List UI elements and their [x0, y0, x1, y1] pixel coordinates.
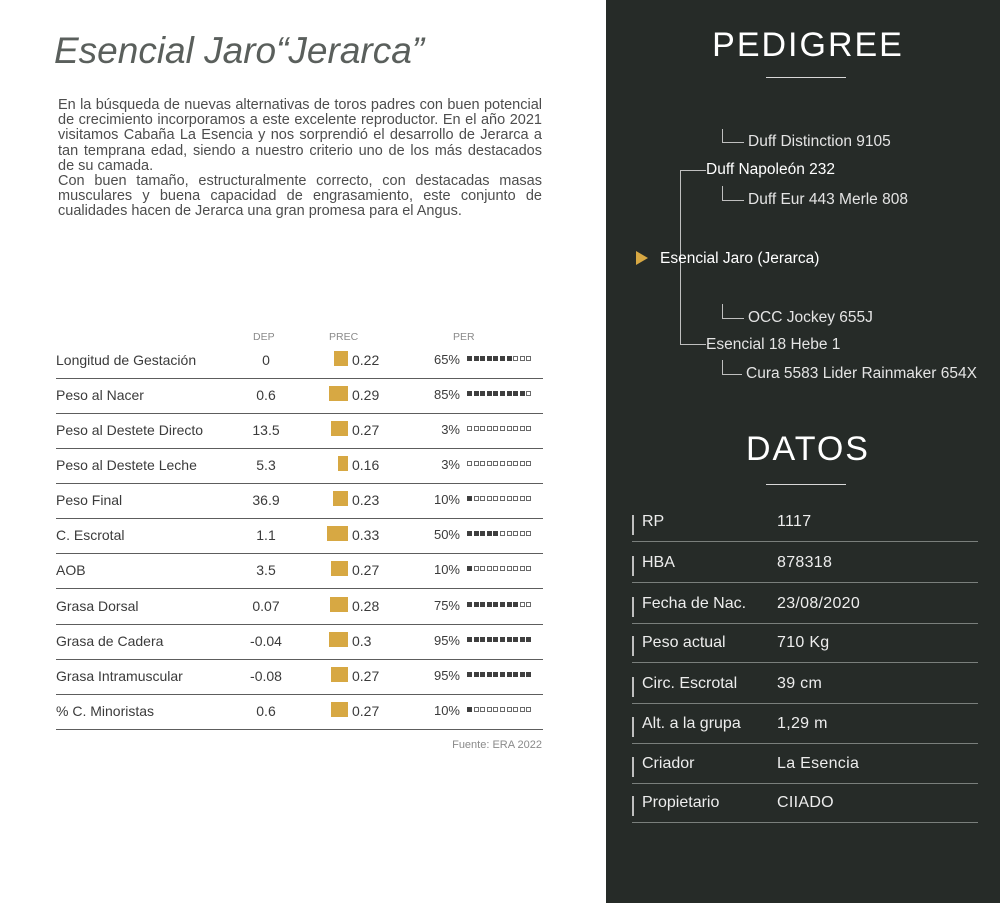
percentile-square	[513, 356, 518, 361]
percentile-square	[487, 391, 492, 396]
trait-label: Peso al Destete Directo	[56, 422, 204, 438]
percentile-square	[474, 707, 479, 712]
prec-value: 0.22	[352, 352, 380, 368]
dep-value: 1.1	[256, 527, 276, 543]
percentile-square	[480, 461, 485, 466]
percentile-square	[507, 672, 512, 677]
percentile-square	[493, 461, 498, 466]
percentile-square	[487, 602, 492, 607]
percentile-square	[493, 391, 498, 396]
prec-bar	[330, 597, 348, 612]
percentile-square	[493, 672, 498, 677]
percentile-square	[474, 531, 479, 536]
datos-label: HBA	[642, 554, 675, 571]
per-value: 3%	[441, 422, 460, 437]
percentile-square	[467, 672, 472, 677]
datos-row-marker	[632, 796, 634, 816]
datos-row	[632, 711, 978, 744]
datos-label: Circ. Escrotal	[642, 675, 738, 692]
percentile-square	[520, 566, 525, 571]
percentile-square	[513, 672, 518, 677]
percentile-squares	[467, 672, 533, 679]
datos-value: 878318	[777, 554, 833, 571]
prec-value: 0.27	[352, 703, 380, 719]
percentile-square	[474, 566, 479, 571]
dep-value: 0.07	[252, 598, 280, 614]
percentile-square	[500, 426, 505, 431]
datos-value: 710 Kg	[777, 634, 830, 651]
percentile-square	[480, 391, 485, 396]
percentile-square	[500, 566, 505, 571]
trait-label: Longitud de Gestación	[56, 352, 197, 368]
datos-row-marker	[632, 597, 634, 617]
percentile-square	[507, 707, 512, 712]
right-panel	[606, 0, 1000, 903]
table-row	[56, 553, 543, 589]
percentile-square	[513, 391, 518, 396]
datos-value: La Esencia	[777, 755, 860, 772]
percentile-squares	[467, 496, 533, 503]
tree-branch-sire-sire	[722, 142, 744, 143]
per-value: 10%	[433, 492, 460, 507]
percentile-square	[500, 672, 505, 677]
percentile-square	[467, 531, 472, 536]
percentile-square	[474, 461, 479, 466]
percentile-square	[474, 672, 479, 677]
trait-label: Peso Final	[56, 492, 123, 508]
datos-value: 23/08/2020	[777, 595, 861, 612]
datos-row	[632, 509, 978, 542]
datos-row	[632, 671, 978, 704]
dep-value: -0.04	[250, 633, 282, 649]
percentile-square	[507, 461, 512, 466]
dep-value: -0.08	[250, 668, 282, 684]
datos-row-marker	[632, 515, 634, 535]
datos-row	[632, 550, 978, 583]
tree-line-dam-up	[722, 304, 723, 318]
percentile-square	[500, 496, 505, 501]
percentile-square	[467, 637, 472, 642]
per-value: 65%	[433, 352, 460, 367]
percentile-square	[520, 531, 525, 536]
tree-branch-dam	[680, 344, 706, 345]
per-value: 10%	[433, 703, 460, 718]
table-row	[56, 483, 543, 519]
prec-value: 0.27	[352, 668, 380, 684]
datos-title-underline	[766, 484, 846, 485]
percentile-square	[513, 707, 518, 712]
percentile-squares	[467, 461, 533, 468]
percentile-squares	[467, 531, 533, 538]
percentile-square	[520, 461, 525, 466]
percentile-square	[507, 637, 512, 642]
datos-row-marker	[632, 636, 634, 656]
per-value: 3%	[441, 457, 460, 472]
pedigree-title: PEDIGREE	[712, 26, 904, 64]
percentile-square	[520, 672, 525, 677]
trait-label: Peso al Destete Leche	[56, 457, 197, 473]
dep-value: 3.5	[256, 562, 276, 578]
percentile-squares	[467, 602, 533, 609]
percentile-square	[507, 531, 512, 536]
pedigree-subject: Esencial Jaro (Jerarca)	[660, 250, 820, 267]
percentile-square	[467, 461, 472, 466]
dep-value: 36.9	[252, 492, 280, 508]
datos-value: 1,29 m	[777, 715, 828, 732]
trait-label: Grasa de Cadera	[56, 633, 164, 649]
per-value: 50%	[433, 527, 460, 542]
percentile-square	[467, 426, 472, 431]
dep-value: 0.6	[256, 703, 276, 719]
trait-label: % C. Minoristas	[56, 703, 155, 719]
datos-row	[632, 591, 978, 624]
percentile-square	[526, 566, 531, 571]
datos-title: DATOS	[746, 430, 870, 468]
header-prec: PREC	[329, 331, 359, 343]
datos-label: Propietario	[642, 794, 720, 811]
percentile-squares	[467, 637, 533, 644]
percentile-square	[520, 496, 525, 501]
dep-value: 13.5	[252, 422, 280, 438]
datos-label: Alt. a la grupa	[642, 715, 741, 732]
percentile-square	[474, 602, 479, 607]
source-note: Fuente: ERA 2022	[452, 739, 542, 751]
description-paragraph-2: Con buen tamaño, estructuralmente correcto, con destacadas masas musculares y buena capacidad de engrasamiento, este conjunto de cualidades hacen de Jerarca una gran promesa para el Angus.	[58, 173, 542, 220]
percentile-square	[487, 496, 492, 501]
percentile-square	[480, 637, 485, 642]
percentile-square	[480, 672, 485, 677]
percentile-square	[480, 426, 485, 431]
percentile-square	[520, 602, 525, 607]
table-row	[56, 659, 543, 695]
pedigree-sire-sire: Duff Distinction 9105	[748, 133, 891, 150]
percentile-square	[513, 426, 518, 431]
percentile-square	[507, 391, 512, 396]
prec-bar	[338, 456, 348, 471]
percentile-square	[526, 672, 531, 677]
percentile-squares	[467, 426, 533, 433]
percentile-square	[513, 602, 518, 607]
percentile-square	[507, 602, 512, 607]
percentile-square	[507, 426, 512, 431]
per-value: 85%	[433, 387, 460, 402]
percentile-square	[493, 602, 498, 607]
percentile-square	[493, 707, 498, 712]
subject-arrow-icon	[636, 251, 648, 265]
percentile-square	[487, 707, 492, 712]
table-row	[56, 378, 543, 414]
prec-bar	[329, 632, 348, 647]
prec-value: 0.27	[352, 562, 380, 578]
percentile-square	[480, 602, 485, 607]
pedigree-sire-dam: Duff Eur 443 Merle 808	[748, 191, 908, 208]
percentile-square	[474, 426, 479, 431]
percentile-square	[487, 637, 492, 642]
header-dep: DEP	[253, 331, 275, 343]
percentile-square	[500, 531, 505, 536]
percentile-square	[507, 496, 512, 501]
percentile-square	[513, 566, 518, 571]
tree-line-dam-down	[722, 360, 723, 374]
trait-label: Grasa Dorsal	[56, 598, 139, 614]
prec-bar	[331, 561, 348, 576]
header-per: PER	[453, 331, 475, 343]
percentile-square	[467, 602, 472, 607]
dep-value: 5.3	[256, 457, 276, 473]
datos-row-marker	[632, 677, 634, 697]
prec-value: 0.3	[352, 633, 372, 649]
tree-line-sire-down	[722, 186, 723, 200]
percentile-square	[500, 356, 505, 361]
percentile-square	[487, 426, 492, 431]
percentile-square	[526, 391, 531, 396]
table-row	[56, 343, 543, 379]
percentile-square	[487, 672, 492, 677]
prec-bar	[331, 702, 348, 717]
prec-bar	[329, 386, 348, 401]
percentile-square	[487, 531, 492, 536]
dep-value: 0.6	[256, 387, 276, 403]
percentile-squares	[467, 707, 533, 714]
percentile-square	[480, 496, 485, 501]
prec-value: 0.16	[352, 457, 380, 473]
dep-value: 0	[262, 352, 270, 368]
percentile-square	[526, 426, 531, 431]
percentile-square	[480, 707, 485, 712]
percentile-square	[513, 531, 518, 536]
description	[58, 98, 542, 220]
table-row	[56, 589, 543, 625]
percentile-square	[467, 566, 472, 571]
prec-value: 0.28	[352, 598, 380, 614]
percentile-square	[474, 496, 479, 501]
percentile-square	[507, 356, 512, 361]
percentile-square	[526, 496, 531, 501]
percentile-square	[474, 637, 479, 642]
percentile-square	[500, 637, 505, 642]
datos-label: Criador	[642, 755, 695, 772]
datos-value: CIIADO	[777, 794, 834, 811]
datos-value: 1117	[777, 513, 812, 530]
percentile-square	[526, 531, 531, 536]
percentile-squares	[467, 391, 533, 398]
datos-value: 39 cm	[777, 675, 823, 692]
percentile-square	[513, 637, 518, 642]
pedigree-title-underline	[766, 77, 846, 78]
pedigree-sire: Duff Napoleón 232	[706, 161, 835, 178]
prec-bar	[334, 351, 348, 366]
datos-label: RP	[642, 513, 665, 530]
pedigree-dam: Esencial 18 Hebe 1	[706, 336, 841, 353]
percentile-square	[500, 707, 505, 712]
percentile-square	[487, 566, 492, 571]
percentile-square	[493, 531, 498, 536]
percentile-square	[526, 637, 531, 642]
percentile-square	[474, 391, 479, 396]
percentile-square	[500, 461, 505, 466]
trait-label: AOB	[56, 562, 86, 578]
datos-row	[632, 790, 978, 823]
tree-branch-sire-dam	[722, 200, 744, 201]
prec-value: 0.29	[352, 387, 380, 403]
table-row	[56, 448, 543, 484]
percentile-square	[507, 566, 512, 571]
table-row	[56, 518, 543, 554]
table-row	[56, 694, 543, 730]
per-value: 95%	[433, 633, 460, 648]
datos-row	[632, 751, 978, 784]
description-paragraph-1: En la búsqueda de nuevas alternativas de toros padres con buen potencial de crecimiento incorporamos a este excelente reproductor. En el año 2021 visitamos Cabaña La Esencia y nos sorprendió el desarrollo de Jerarca a tan temprana edad, siendo a nuestro criterio uno de los más destacados de su camada.	[58, 97, 542, 174]
percentile-square	[513, 461, 518, 466]
per-value: 75%	[433, 598, 460, 613]
percentile-square	[474, 356, 479, 361]
percentile-square	[467, 356, 472, 361]
trait-label: Grasa Intramuscular	[56, 668, 183, 684]
datos-label: Peso actual	[642, 634, 726, 651]
percentile-squares	[467, 566, 533, 573]
percentile-square	[467, 496, 472, 501]
percentile-square	[526, 356, 531, 361]
percentile-square	[487, 356, 492, 361]
datos-label: Fecha de Nac.	[642, 595, 747, 612]
percentile-square	[520, 707, 525, 712]
percentile-square	[467, 391, 472, 396]
datos-row	[632, 630, 978, 663]
percentile-square	[520, 391, 525, 396]
per-value: 95%	[433, 668, 460, 683]
percentile-square	[513, 496, 518, 501]
prec-value: 0.33	[352, 527, 380, 543]
table-row	[56, 624, 543, 660]
percentile-square	[493, 496, 498, 501]
prec-value: 0.23	[352, 492, 380, 508]
pedigree-dam-dam: Cura 5583 Lider Rainmaker 654X	[746, 365, 977, 382]
datos-row-marker	[632, 717, 634, 737]
trait-label: C. Escrotal	[56, 527, 125, 543]
percentile-square	[493, 637, 498, 642]
page-title: Esencial Jaro“Jerarca”	[54, 30, 425, 71]
percentile-square	[480, 531, 485, 536]
percentile-square	[467, 707, 472, 712]
percentile-square	[480, 356, 485, 361]
percentile-square	[520, 426, 525, 431]
datos-row-marker	[632, 556, 634, 576]
percentile-square	[500, 602, 505, 607]
percentile-square	[526, 707, 531, 712]
percentile-square	[526, 602, 531, 607]
per-value: 10%	[433, 562, 460, 577]
percentile-square	[487, 461, 492, 466]
tree-branch-sire	[680, 170, 706, 171]
percentile-square	[493, 356, 498, 361]
tree-line-sire-up	[722, 129, 723, 143]
prec-value: 0.27	[352, 422, 380, 438]
percentile-squares	[467, 356, 533, 363]
datos-row-marker	[632, 757, 634, 777]
prec-bar	[333, 491, 348, 506]
percentile-square	[493, 426, 498, 431]
percentile-square	[500, 391, 505, 396]
prec-bar	[327, 526, 348, 541]
trait-label: Peso al Nacer	[56, 387, 144, 403]
pedigree-dam-sire: OCC Jockey 655J	[748, 309, 873, 326]
percentile-square	[480, 566, 485, 571]
tree-branch-dam-dam	[722, 374, 742, 375]
percentile-square	[526, 461, 531, 466]
percentile-square	[520, 356, 525, 361]
prec-bar	[331, 421, 348, 436]
percentile-square	[520, 637, 525, 642]
table-row	[56, 413, 543, 449]
prec-bar	[331, 667, 348, 682]
percentile-square	[493, 566, 498, 571]
tree-branch-dam-sire	[722, 318, 744, 319]
